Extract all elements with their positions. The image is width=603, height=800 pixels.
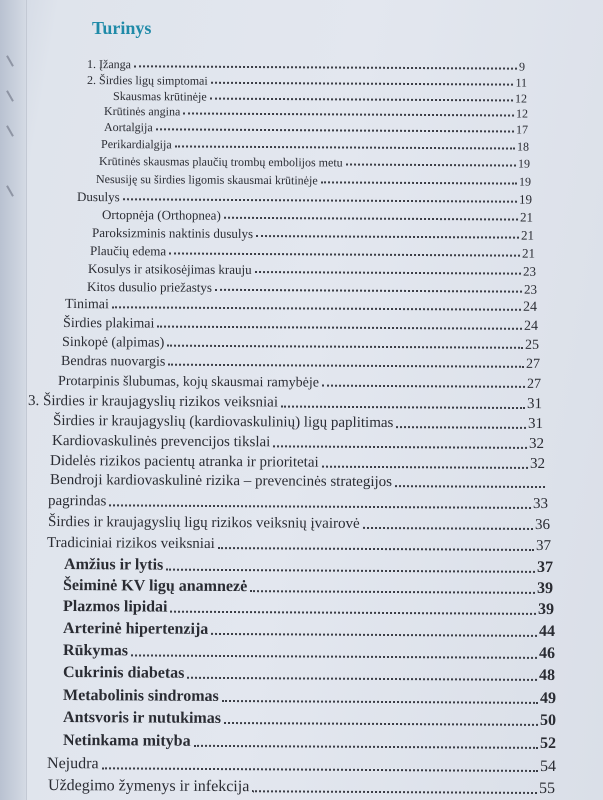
leader-dots <box>211 632 537 636</box>
leader-dots <box>170 610 536 614</box>
toc-entry <box>104 121 528 137</box>
toc-entry-title: Širdies plakimai <box>63 316 155 332</box>
toc-entry <box>87 58 525 74</box>
adjacent-page-edge <box>0 0 27 800</box>
leader-dots <box>210 98 513 102</box>
page-title: Turinys <box>92 18 152 38</box>
toc-entry <box>63 598 554 619</box>
toc-entry-title: Kitos dusulio priežastys <box>87 279 213 295</box>
toc-entry-title: Plaučių edema <box>90 243 167 259</box>
toc-entry-page: 17 <box>515 122 529 137</box>
toc-entry-title: Rūkymas <box>63 642 129 660</box>
toc-entry <box>96 173 531 189</box>
toc-entry-page: 49 <box>539 689 557 708</box>
leader-dots <box>183 113 514 117</box>
leader-dots <box>281 405 525 408</box>
leader-dots <box>167 345 523 349</box>
toc-entry-title: 1. Įžanga <box>87 57 132 72</box>
toc-entry <box>63 664 555 685</box>
toc-entry-page: 19 <box>517 156 531 171</box>
leader-dots <box>157 326 522 330</box>
toc-entry <box>87 280 537 297</box>
toc-entry <box>63 709 556 730</box>
toc-entry-page: 27 <box>526 376 542 392</box>
toc-entry-title: Aortalgija <box>104 120 153 135</box>
toc-entry-title: Antsvoris ir nutukimas <box>63 709 222 727</box>
leader-dots <box>322 385 525 388</box>
toc-entry-title: Kardiovaskulinės prevencijos tikslai <box>52 433 271 451</box>
leader-dots <box>131 654 537 658</box>
toc-entry-title: Didelės rizikos pacientų atranka ir prioritetai <box>50 453 319 471</box>
toc-entry-title: Tradiciniai rizikos veiksniai <box>47 535 215 553</box>
toc-entry-page: 54 <box>539 758 557 776</box>
toc-entry-title: pagrindas <box>48 493 107 510</box>
toc-entry-page: 31 <box>526 396 543 413</box>
toc-entry-page: 52 <box>539 734 557 753</box>
toc-entry-page: 21 <box>521 245 536 261</box>
toc-entry-title: Nesusiję su širdies ligomis skausmai krūtinėje <box>96 172 318 188</box>
toc-entry-page: 12 <box>515 106 529 121</box>
toc-entry-page: 37 <box>536 558 554 576</box>
toc-entry-title: Kosulys ir atsikosėjimas krauju <box>88 261 252 277</box>
toc-entry-page: 23 <box>522 263 537 279</box>
leader-dots <box>218 547 534 551</box>
leader-dots <box>321 182 517 185</box>
toc-entry-page: 23 <box>523 281 538 297</box>
leader-dots <box>175 146 515 150</box>
toc-entry <box>88 262 536 279</box>
toc-entry <box>50 472 547 492</box>
leader-dots <box>222 700 538 704</box>
toc-entry <box>61 354 540 372</box>
edge-mark <box>6 55 14 66</box>
toc-entry-page: 33 <box>532 495 549 513</box>
toc-entry-page: 19 <box>518 174 532 189</box>
toc-entry-page: 39 <box>537 600 555 618</box>
toc-entry <box>104 105 528 121</box>
toc-entry-title: Paroksizminis naktinis dusulys <box>92 225 254 241</box>
edge-mark <box>6 90 14 101</box>
toc-entry-title: Skausmas krūtinėje <box>113 89 207 104</box>
toc-entry <box>48 514 550 534</box>
toc-entry-title: Protarpinis šlubumas, kojų skausmai ramybėje <box>58 374 320 391</box>
leader-dots <box>395 485 545 488</box>
toc-entry <box>87 74 527 90</box>
toc-entry-page: 21 <box>519 209 534 225</box>
toc-entry-page: 25 <box>524 337 540 353</box>
toc-entry <box>101 138 529 154</box>
toc-entry <box>99 155 530 171</box>
leader-dots <box>252 790 537 794</box>
toc-entry <box>63 316 538 334</box>
leader-dots <box>250 590 535 594</box>
toc-entry <box>64 556 553 577</box>
toc-entry-page: 46 <box>538 644 556 663</box>
toc-entry <box>28 393 542 413</box>
leader-dots <box>256 235 519 239</box>
toc-entry-page: 27 <box>525 356 541 372</box>
toc-entry-title: Bendroji kardiovaskulinė rizika – prevencinės strategijos <box>50 472 393 491</box>
toc-entry-title: Sinkopė (alpimas) <box>62 335 165 351</box>
leader-dots <box>194 744 538 748</box>
toc-entry <box>52 433 544 453</box>
toc-entry-page: 9 <box>518 59 526 74</box>
toc-entry-page: 19 <box>518 191 533 207</box>
toc-entry-title: Arterinė hipertenzija <box>63 620 209 638</box>
toc-entry-title: 2. Širdies ligų simptomai <box>87 73 208 88</box>
toc-entry-title: Ortopnėja (Orthopnea) <box>102 207 221 223</box>
leader-dots <box>168 364 524 368</box>
toc-entry-page: 24 <box>522 299 538 315</box>
leader-dots <box>211 82 514 86</box>
toc-entry-title: Uždegimo žymenys ir infekcija <box>48 777 250 796</box>
toc-entry <box>62 335 539 353</box>
toc-entry-title: Metabolinis sindromas <box>63 687 219 705</box>
toc-entry-title: Netinkama mityba <box>63 732 191 750</box>
toc-entry <box>77 190 532 207</box>
toc-entry-page: 21 <box>520 227 535 243</box>
toc-entry-title: Šeiminė KV ligų anamnezė <box>63 577 248 596</box>
toc-entry-page: 18 <box>516 139 530 154</box>
toc-entry <box>50 453 545 473</box>
leader-dots <box>273 445 527 449</box>
toc-entry <box>113 90 527 106</box>
toc-entry-title: Amžius ir lytis <box>64 556 164 574</box>
toc-entry-title: Plazmos lipidai <box>63 598 168 616</box>
toc-entry-title: Cukrinis diabetas <box>63 664 185 682</box>
toc-entry <box>48 493 548 513</box>
leader-dots <box>224 722 538 726</box>
toc-entry <box>48 777 555 798</box>
edge-mark <box>6 185 14 196</box>
toc-entry-title: Perikardialgija <box>101 137 172 152</box>
leader-dots <box>224 217 518 221</box>
toc-entry <box>63 732 556 753</box>
toc-entry-page: 44 <box>538 622 556 641</box>
edge-mark <box>6 125 14 136</box>
toc-entry-title: Širdies ir kraujagyslių ligų rizikos veiksnių įvairovė <box>48 514 360 532</box>
leader-dots <box>112 307 521 311</box>
toc-entry-page: 24 <box>523 318 539 334</box>
toc-entry-title: Dusulys <box>77 189 120 205</box>
toc-entry <box>63 620 555 641</box>
leader-dots <box>322 465 528 468</box>
leader-dots <box>215 289 522 293</box>
toc-entry <box>63 577 553 598</box>
leader-dots <box>187 676 537 680</box>
toc-entry-title: Tinimai <box>65 297 109 313</box>
toc-entry <box>65 297 537 315</box>
toc-entry-title: Širdies ir kraujagyslių (kardiovaskulinių) ligų paplitimas <box>53 413 394 432</box>
toc-entry-page: 32 <box>528 435 545 453</box>
toc-entry-page: 37 <box>535 537 552 555</box>
toc-entry <box>47 535 551 555</box>
leader-dots <box>363 526 533 529</box>
leader-dots <box>166 568 535 572</box>
toc-entry-title: 3. Širdies ir kraujagyslių rizikos veiksniai <box>28 393 279 411</box>
toc-entry-page: 48 <box>538 666 556 685</box>
leader-dots <box>109 504 531 509</box>
toc-entry <box>92 226 534 243</box>
toc-entry <box>90 244 535 261</box>
toc-entry <box>102 208 533 225</box>
toc-entry-page: 50 <box>539 711 557 730</box>
toc-entry-page: 32 <box>529 455 546 473</box>
toc-entry <box>63 687 556 708</box>
toc-entry <box>47 755 556 776</box>
toc-entry <box>53 413 543 432</box>
leader-dots <box>346 164 516 167</box>
leader-dots <box>396 426 526 429</box>
toc-entry-page: 31 <box>527 415 544 432</box>
toc-entry <box>63 642 555 663</box>
leader-dots <box>102 767 538 772</box>
leader-dots <box>255 271 521 275</box>
leader-dots <box>123 199 517 203</box>
leader-dots <box>169 253 520 257</box>
toc-entry-title: Krūtinės skausmas plaučių trombų embolijos metu <box>99 154 343 170</box>
toc-entry-page: 39 <box>536 579 554 597</box>
toc-entry-page: 12 <box>514 91 528 106</box>
toc-entry-page: 36 <box>534 516 551 534</box>
toc-entry-page: 55 <box>538 779 556 798</box>
toc-entry-title: Krūtinės angina <box>104 104 181 119</box>
toc-entry-title: Nejudra <box>47 755 99 773</box>
leader-dots <box>156 129 514 133</box>
leader-dots <box>134 65 517 69</box>
toc-entry-page: 11 <box>515 75 528 90</box>
toc-entry <box>58 374 541 392</box>
toc-entry-title: Bendras nuovargis <box>61 354 166 370</box>
